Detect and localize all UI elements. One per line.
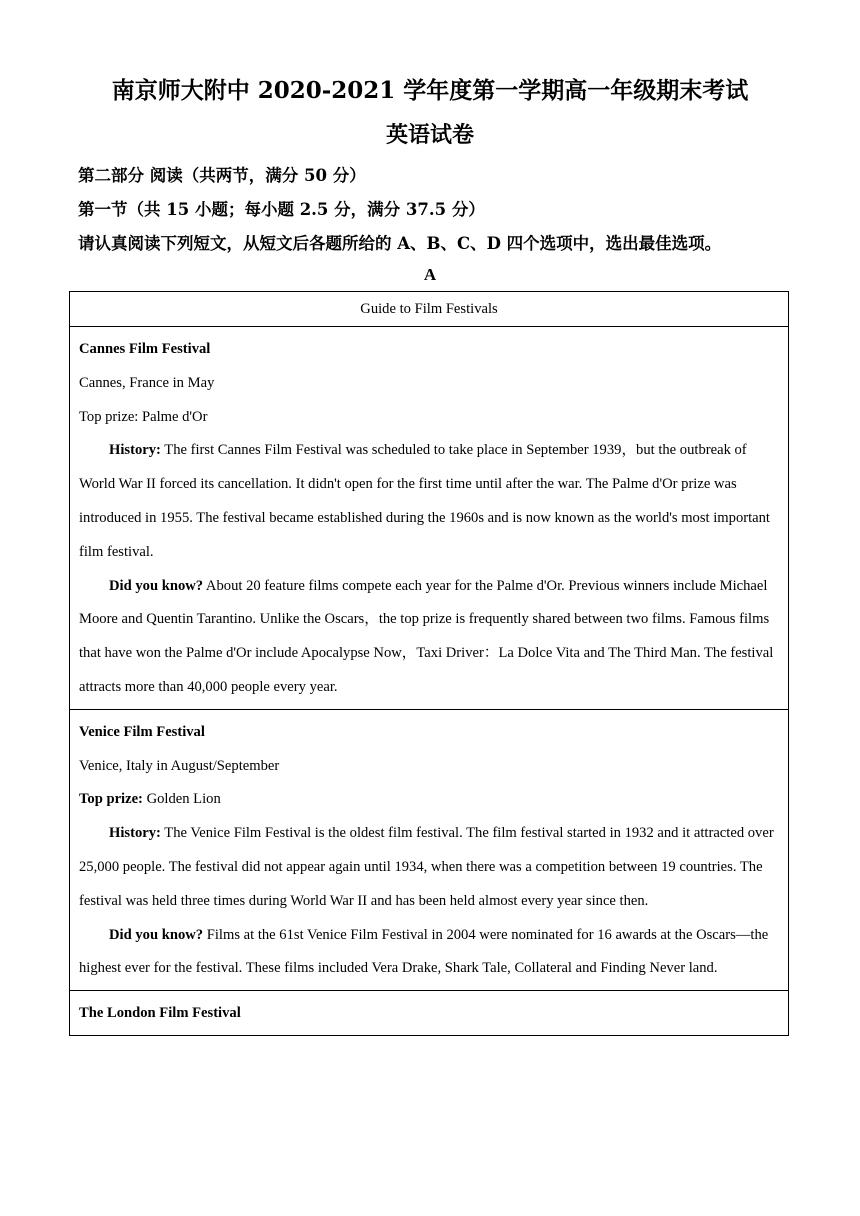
prize-label: Top prize: [79,791,143,808]
instruction-text: 请认真阅读下列短文，从短文后各题所给的 A、B、C、D 四个选项中，选出最佳选项。 [78,234,722,253]
festival-name: Cannes Film Festival [79,341,211,357]
table-row [70,991,789,1036]
section-heading: 第一节（共 15 小题；每小题 2.5 分，满分 37.5 分） [78,200,485,219]
festival-table [69,291,789,1036]
table-row [70,327,789,710]
did-you-know-label: Did you know? [109,926,204,943]
history-label: History: [109,442,161,459]
did-you-know-paragraph [79,919,780,987]
festival-prize [79,783,780,817]
cannes-cell [70,327,789,710]
history-label: History: [109,825,161,842]
history-paragraph [79,434,780,569]
table-row [70,292,789,327]
history-paragraph [79,817,780,918]
festival-name: The London Film Festival [79,1005,241,1022]
festival-location: Cannes, France in May [79,374,215,391]
did-you-know-text: Films at the 61st Venice Film Festival in 2004 were nominated for 16 awards at the Oscars—the highest ever for the festival. These films included Vera Drake, Shark Tale, Collateral and Finding Never land. [79,926,769,977]
did-you-know-label: Did you know? [109,577,204,594]
london-cell [70,991,789,1036]
festival-prize: Top prize: Palme d'Or [79,408,208,425]
history-text: The Venice Film Festival is the oldest film festival. The film festival started in 1932 and it attracted over 25,000 people. The festival did not appear again until 1934, when there was a competition between 19 countries. The festival was held three times during World War II and has been held almost every year since then. [79,825,774,909]
venice-cell [70,709,789,990]
prize-text: Golden Lion [142,791,221,808]
history-text: The first Cannes Film Festival was scheduled to take place in September 1939，but the outbreak of World War II forced its cancellation. It didn't open for the first time until after the war. The Palme d'Or prize was introduced in 1955. The festival became established during the 1960s and is now known as the world's most important film festival. [79,442,770,560]
table-caption: Guide to Film Festivals [70,292,789,327]
exam-subtitle: 英语试卷 [385,122,474,148]
passage-label: A [423,265,437,284]
festival-name: Venice Film Festival [79,723,205,740]
did-you-know-paragraph [79,570,780,705]
exam-title: 南京师大附中 2020-2021 学年度第一学期高一年级期末考试 [111,77,749,104]
festival-location: Venice, Italy in August/September [79,757,280,774]
did-you-know-text: About 20 feature films compete each year for the Palme d'Or. Previous winners include Michael Moore and Quentin Tarantino. Unlike the Oscars，the top prize is frequently shared between two films. Famous films that have won the Palme d'Or include Apocalypse Now，Taxi Driver：La Dolce Vita and The Third Man. The festival attracts more than 40,000 people every year. [79,577,774,695]
table-row [70,709,789,990]
part-heading: 第二部分 阅读（共两节，满分 50 分） [78,166,366,185]
